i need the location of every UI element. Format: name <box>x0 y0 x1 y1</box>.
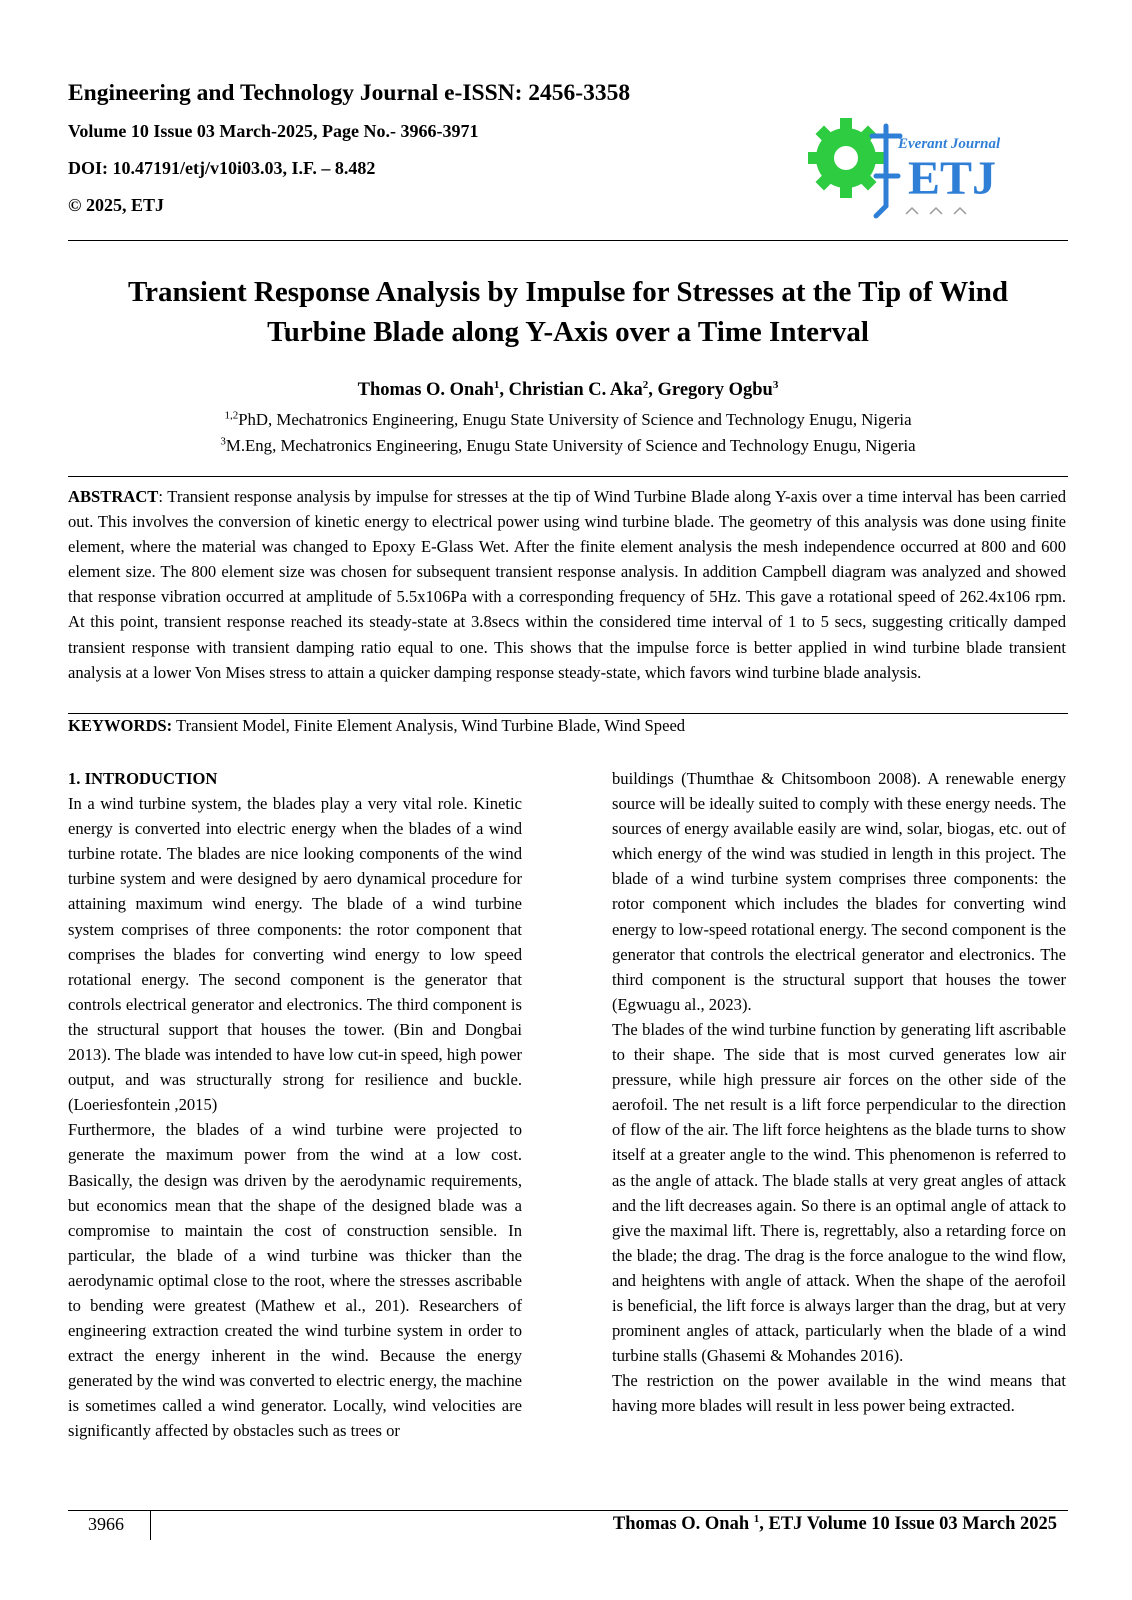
abstract-label: ABSTRACT <box>68 487 159 506</box>
journal-name: Engineering and Technology Journal e-ISSN: 2456-3358 <box>68 80 631 106</box>
affiliation-text: PhD, Mechatronics Engineering, Enugu State University of Science and Technology Enugu, Nigeria <box>238 410 912 429</box>
header-rule <box>68 240 1068 241</box>
author-list <box>68 380 1068 401</box>
keywords-label: KEYWORDS: <box>68 716 173 735</box>
affiliation <box>68 410 1068 430</box>
footer-author: Thomas O. Onah <box>612 1514 750 1534</box>
affiliation-text: M.Eng, Mechatronics Engineering, Enugu State University of Science and Technology Enugu, Nigeria <box>225 436 916 455</box>
structure-icon <box>872 126 900 216</box>
wave-icon <box>906 208 966 214</box>
footer-divider <box>150 1510 151 1540</box>
volume-info: Volume 10 Issue 03 March-2025, Page No.- 3966-3971 <box>68 121 479 141</box>
abstract-text: : Transient response analysis by impulse for stresses at the tip of Wind Turbine Blade along Y-axis over a time interval has been carried out. This involves the conversion of kinetic energy to electrical power using wind turbine blade. The geometry of this analysis was done using finite element, where the material was changed to Epoxy E-Glass Wet. After the finite element analysis the mesh independence occurred at 800 and 600 element size. The 800 element size was chosen for subsequent transient response analysis. In addition Campbell diagram was analyzed and showed that response vibration occurred at amplitude of 5.5x106Pa with a corresponding frequency of 5Hz. This gave a rotational speed of 262.4x106 rpm. At this point, transient response reached its steady-state at 3.8secs within the considered time interval of 1 to 5 secs, suggesting critically damped transient response with transient damping ratio equal to one. This shows that the impulse force is better applied in wind turbine blade transient analysis at a lower Von Mises stress to attain a quicker damping response steady-state, which favors wind turbine blade analysis. <box>68 487 1066 682</box>
body-paragraph: The restriction on the power available in the wind means that having more blades will result in less power being extracted. <box>612 1371 1066 1416</box>
keywords <box>68 716 1066 736</box>
doi-info: DOI: 10.47191/etj/v10i03.03, I.F. – 8.482 <box>68 158 376 178</box>
body-paragraph: Furthermore, the blades of a wind turbine were projected to generate the maximum power from the wind at a low cost. Basically, the design was driven by the aerodynamic requirements, but economics mean that the shape of the designed blade was a compromise to maintain the cost of construction sensible. In particular, the blade of a wind turbine was thicker than the aerodynamic optimal close to the root, where the stresses ascribable to bending were greatest (Mathew et al., 201). Researchers of engineering extraction created the wind turbine system in order to extract the energy inherent in the wind. Because the energy generated by the wind was converted to electric energy, the machine is sometimes called a wind generator. Locally, wind velocities are significantly affected by obstacles such as trees or <box>68 1120 522 1441</box>
body-paragraph: In a wind turbine system, the blades play a very vital role. Kinetic energy is converted into electric energy when the blades of a wind turbine rotate. The blades are nice looking components of the wind turbine system and were designed by aero dynamical procedure for attaining maximum wind energy. The blade of a wind turbine system comprises of three components: the rotor component that comprises the blades for converting wind energy to low speed rotational energy. The second component is the generator that controls electrical generator and electronics. The third component is the structural support that houses the tower. (Bin and Dongbai 2013). The blade was intended to have low cut-in speed, high power output, and was structurally strong for resilience and buckle. (Loeriesfontein ,2015) <box>68 794 522 1115</box>
paper-title <box>68 272 1068 352</box>
author-sep: , <box>648 380 658 400</box>
body-paragraph: buildings (Thumthae & Chitsomboon 2008). A renewable energy source will be ideally suited to comply with these energy needs. The sources of energy available easily are wind, solar, biogas, etc. out of which energy of the wind was studied in length in this project. The blade of a wind turbine system comprises three components: the rotor component which includes the blades for converting wind energy to low-speed rotational energy. The second component is the generator that controls the electrical generator and electronics. The third component is the structural support that houses the tower (Egwuagu al., 2023). <box>612 769 1066 1014</box>
author-name: Thomas O. Onah <box>357 380 494 400</box>
affiliation <box>68 436 1068 456</box>
affiliation-sup: 1,2 <box>224 409 239 422</box>
affiliation-sup: 3 <box>220 435 226 448</box>
section-heading: 1. INTRODUCTION <box>68 769 218 788</box>
logo-brand-small: Everant Journal <box>898 136 1001 152</box>
author-name: Christian C. Aka <box>508 380 643 400</box>
title-line: Transient Response Analysis by Impulse for Stresses at the Tip of Wind <box>127 276 1009 308</box>
footer-citation <box>613 1514 1057 1535</box>
author-sup: 2 <box>642 378 649 391</box>
abstract <box>68 484 1066 685</box>
left-column <box>68 766 522 1444</box>
keywords-text: Transient Model, Finite Element Analysis, Wind Turbine Blade, Wind Speed <box>172 716 686 735</box>
page-number: 3966 <box>88 1514 124 1534</box>
author-name: Gregory Ogbu <box>657 380 773 400</box>
abstract-bottom-rule <box>68 713 1068 714</box>
right-column <box>612 766 1066 1418</box>
etj-logo <box>806 116 1026 224</box>
author-sup: 3 <box>772 378 779 391</box>
footer-author-sup: 1 <box>753 1512 760 1525</box>
title-line: Turbine Blade along Y-Axis over a Time Interval <box>267 316 869 348</box>
author-sep: , <box>499 380 509 400</box>
copyright: © 2025, ETJ <box>68 195 164 215</box>
journal-header <box>68 80 788 232</box>
author-sup: 1 <box>493 378 500 391</box>
gear-icon <box>808 118 884 198</box>
body-paragraph: The blades of the wind turbine function by generating lift ascribable to their shape. The side that is most curved generates low air pressure, while high pressure air forces on the other side of the aerofoil. The net result is a lift force perpendicular to the direction of flow of the air. The lift force heightens as the blade turns to show itself at a greater angle to the wind. This phenomenon is referred to as the angle of attack. The blade stalls at very great angles of attack and the lift decreases again. So there is an optimal angle of attack to give the maximal lift. There is, regrettably, also a retarding force on the blade; the drag. The drag is the force analogue to the wind flow, and heightens with angle of attack. When the shape of the aerofoil is beneficial, the lift force is always larger than the drag, but at very prominent angles of attack, particularly when the blade of a wind turbine stalls (Ghasemi & Mohandes 2016). <box>612 1019 1066 1366</box>
logo-brand-big: ETJ <box>908 152 997 205</box>
abstract-top-rule <box>68 476 1068 477</box>
footer-journal-ref: , ETJ Volume 10 Issue 03 March 2025 <box>759 1514 1057 1534</box>
footer-rule <box>68 1510 1068 1511</box>
